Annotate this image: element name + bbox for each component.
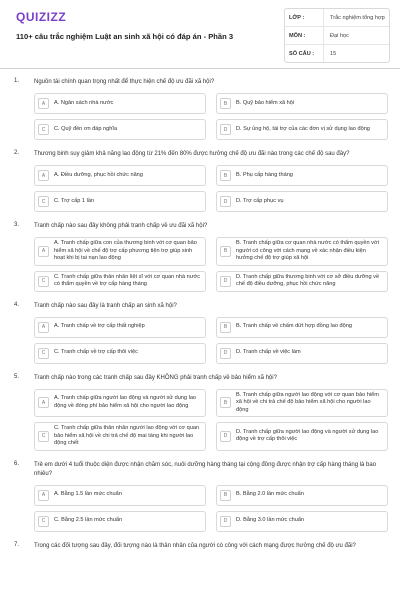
answer-option[interactable] [216,165,388,186]
meta-label: LỚP : [289,14,305,21]
meta-value: Trắc nghiệm tổng hợp [323,9,389,26]
question-list [0,78,400,561]
answer-option[interactable] [216,237,388,266]
option-letter-box: A [38,98,49,109]
answer-option[interactable] [34,93,206,114]
option-text: B. Quỹ bảo hiểm xã hội [236,99,295,106]
answer-option[interactable] [34,422,206,451]
option-letter-box: C [38,431,49,442]
answer-option[interactable] [216,485,388,506]
option-text: A. Bằng 1.5 lần mức chuẩn [54,491,122,498]
option-text: C. Tranh chấp giữa thân nhân người lao động với cơ quan bảo hiểm xã hội về chi trả chế độ mai táng khi người lao động chết [54,425,200,446]
answer-option[interactable] [34,271,206,292]
meta-label: MÔN : [289,32,306,39]
option-text: A. Tranh chấp về trợ cấp thất nghiệp [54,323,145,330]
answer-option[interactable] [216,119,388,140]
option-text: A. Điều dưỡng, phục hồi chức năng [54,171,143,178]
question-number: 2. [14,150,20,156]
answer-option[interactable] [216,422,388,451]
question-text: Trong các đối tượng sau đây, đối tượng nào là thân nhân của người có công với cách mạng được hưởng chế độ ưu đãi? [34,542,356,549]
answer-option[interactable] [34,343,206,364]
option-letter-box: D [220,348,231,359]
option-text: A. Tranh chấp giữa người lao động và người sử dụng lao động về đóng phí bảo hiểm xã hội cho người lao động [54,395,197,409]
question-text: Tranh chấp nào trong các tranh chấp sau đây KHÔNG phải tranh chấp về bảo hiểm xã hội? [34,374,277,381]
question-item [0,374,400,451]
option-text: C. Tranh chấp giữa thân nhân liệt sĩ với cơ quan nhà nước có thẩm quyền về trợ cấp hàng tháng [54,273,200,287]
option-text: C. Bằng 2.5 lần mức chuẩn [54,517,123,524]
option-letter-box: B [220,322,231,333]
answer-option[interactable] [34,485,206,506]
question-item [0,150,400,212]
question-text: Trẻ em dưới 4 tuổi thuộc diện được nhận chăm sóc, nuôi dưỡng hàng tháng tại cộng đồng được nhận trợ cấp hàng tháng là bao nhiêu? [34,461,377,477]
meta-label: SỐ CÂU : [289,50,315,57]
option-text: A. Ngân sách nhà nước [54,99,114,106]
question-number: 7. [14,541,20,548]
option-text: D. Bằng 3.0 lần mức chuẩn [236,517,305,524]
option-letter-box: D [220,196,231,207]
option-text: D. Trợ cấp phục vụ [236,197,284,204]
answer-option[interactable] [34,317,206,338]
option-letter-box: A [38,246,49,257]
question-item [0,222,400,292]
option-letter-box: B [220,490,231,501]
question-number: 4. [14,301,20,308]
question-item [0,302,400,364]
question-item [0,461,400,532]
question-number: 6. [14,460,20,467]
question-text: Tranh chấp nào sau đây không phải tranh chấp về ưu đãi xã hội? [34,223,208,229]
option-text: D. Tranh chấp về việc làm [236,349,301,356]
option-letter-box: D [220,276,231,287]
question-text: Nguồn tài chính quan trọng nhất để thực hiện chế độ ưu đãi xã hội? [34,79,215,85]
answer-option[interactable] [216,389,388,418]
option-text: C. Tranh chấp về trợ cấp thôi việc [54,349,138,356]
question-number: 1. [14,78,20,84]
meta-table [284,8,390,63]
option-text: B. Tranh chấp giữa người lao động với cơ quan bảo hiểm xã hội về chi trả chế độ bảo hiểm xã hội cho người lao động [236,391,379,413]
answer-options [34,317,388,364]
question-item [0,542,400,551]
option-letter-box: D [220,516,231,527]
question-item [0,78,400,140]
option-letter-box: C [38,196,49,207]
question-text: Tranh chấp nào sau đây là tranh chấp an sinh xã hội? [34,302,177,309]
option-letter-box: C [38,348,49,359]
header-divider [0,68,400,69]
option-text: B. Tranh chấp về chấm dứt hợp đồng lao động [236,323,352,330]
answer-option[interactable] [216,271,388,292]
quizizz-logo: QUIZIZZ [16,10,67,24]
answer-option[interactable] [34,165,206,186]
option-text: C. Trợ cấp 1 lần [54,197,95,204]
answer-option[interactable] [34,389,206,418]
answer-option[interactable] [216,191,388,212]
meta-value: 15 [323,45,389,62]
answer-option[interactable] [34,237,206,266]
option-letter-box: C [38,276,49,287]
option-text: B. Bằng 2.0 lần mức chuẩn [236,491,304,498]
option-letter-box: D [220,431,231,442]
answer-option[interactable] [34,119,206,140]
option-text: B. Phụ cấp hàng tháng [236,171,293,178]
option-letter-box: A [38,322,49,333]
option-letter-box: A [38,397,49,408]
meta-row-subject [285,27,389,45]
option-letter-box: C [38,516,49,527]
meta-row-count [285,45,389,62]
answer-options [34,485,388,532]
option-text: D. Tranh chấp giữa người lao động và người sử dụng lao động về trợ cấp thôi việc [236,428,379,443]
option-text: A. Tranh chấp giữa con của thương binh với cơ quan bảo hiểm xã hội về chế độ trợ cấp phương tiện trợ giúp sinh hoạt khi bị tai nạn lao động [54,240,197,261]
answer-options [34,165,388,212]
option-text: D. Sự ủng hộ, tài trợ của các đơn vị sử dụng lao động [236,125,370,132]
answer-options [34,389,388,451]
answer-options [34,93,388,140]
option-letter-box: B [220,170,231,181]
option-letter-box: B [220,397,231,408]
question-text: Thương binh suy giảm khả năng lao động từ 21% đến 80% được hưởng chế độ ưu đãi nào trong các chế độ sau đây? [34,151,350,157]
answer-option[interactable] [216,317,388,338]
question-number: 3. [14,222,20,228]
option-letter-box: A [38,490,49,501]
option-letter-box: A [38,170,49,181]
worksheet-header [0,0,400,62]
answer-option[interactable] [34,191,206,212]
option-letter-box: B [220,98,231,109]
option-text: B. Tranh chấp giữa cơ quan nhà nước có thẩm quyền với người có công với cách mạng về xác nhận điều kiện hưởng chế độ trợ giúp xã hội [236,240,379,261]
worksheet-title: 110+ câu trắc nghiệm Luật an sinh xã hội có đáp án - Phần 3 [16,32,234,41]
meta-value: Đại học [323,27,389,44]
answer-option[interactable] [216,343,388,364]
option-letter-box: C [38,124,49,135]
answer-options [34,237,388,292]
option-text: D. Tranh chấp giữa thương binh với cơ sở điều dưỡng về chế độ điều dưỡng, phục hồi chức năng [236,273,380,287]
answer-option[interactable] [216,93,388,114]
answer-option[interactable] [216,511,388,532]
question-number: 5. [14,373,20,380]
option-letter-box: D [220,124,231,135]
meta-row-class [285,9,389,27]
answer-option[interactable] [34,511,206,532]
option-text: C. Quỹ đền ơn đáp nghĩa [54,125,118,132]
option-letter-box: B [220,246,231,257]
